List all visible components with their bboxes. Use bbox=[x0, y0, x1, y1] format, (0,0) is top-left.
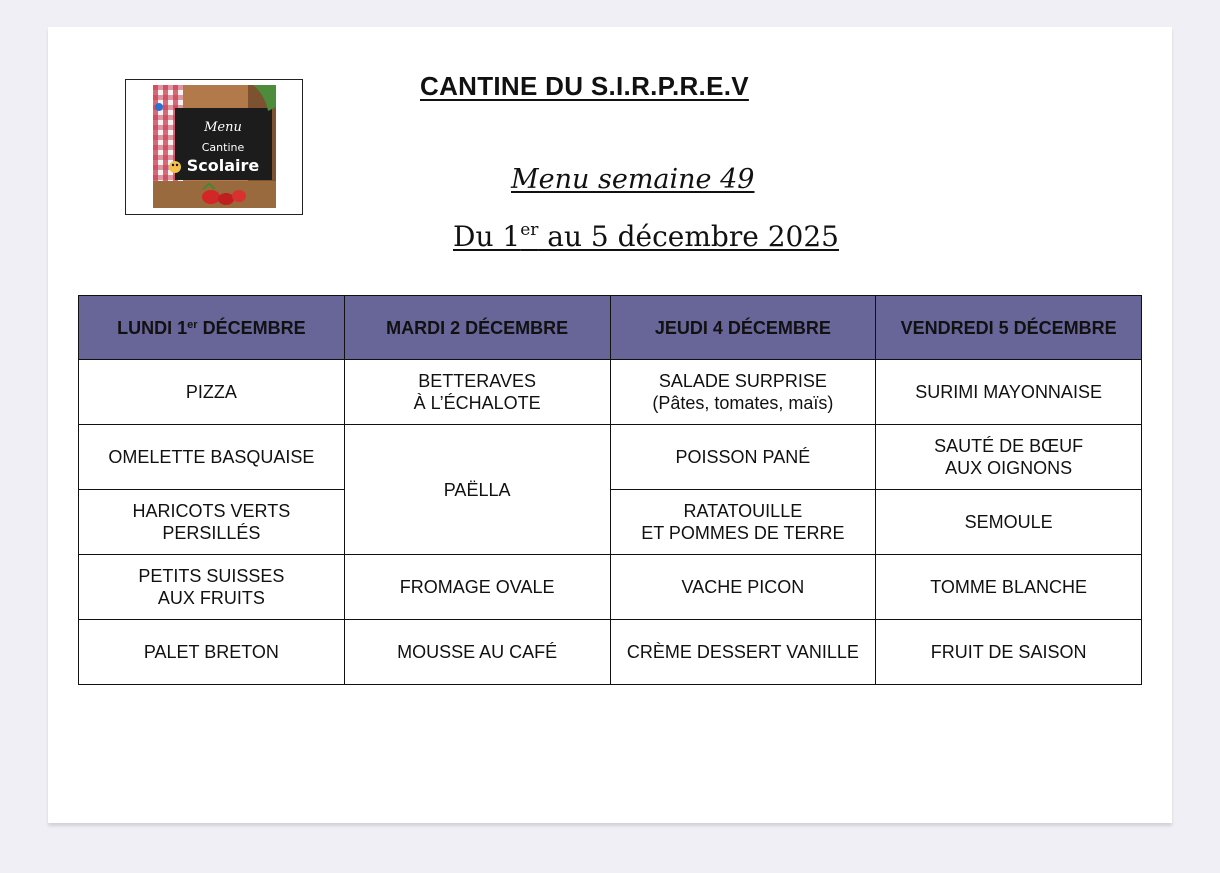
menu-cell bbox=[79, 555, 345, 620]
menu-cell bbox=[876, 490, 1142, 555]
header-tuesday: MARDI 2 DÉCEMBRE bbox=[344, 296, 610, 360]
page-title: CANTINE DU S.I.R.P.R.E.V bbox=[420, 71, 749, 101]
cell-line: À L’ÉCHALOTE bbox=[413, 393, 541, 413]
table-row bbox=[79, 555, 1142, 620]
cell-line: SAUTÉ DE BŒUF bbox=[934, 436, 1084, 456]
menu-cell bbox=[344, 360, 610, 425]
date-range-suffix: au 5 décembre 2025 bbox=[538, 220, 839, 253]
menu-cell bbox=[79, 620, 345, 685]
table-header-row bbox=[79, 296, 1142, 360]
menu-cell bbox=[876, 555, 1142, 620]
week-subtitle: Menu semaine 49 bbox=[511, 164, 755, 195]
header-monday-main: LUNDI 1 bbox=[117, 317, 188, 338]
cell-line: AUX OIGNONS bbox=[945, 458, 1073, 478]
date-range-prefix: Du 1 bbox=[453, 220, 521, 253]
cell-line: PAËLLA bbox=[443, 479, 511, 500]
header-thursday: JEUDI 4 DÉCEMBRE bbox=[610, 296, 876, 360]
document-page bbox=[48, 27, 1172, 823]
table-row bbox=[79, 490, 1142, 555]
menu-cell bbox=[610, 555, 876, 620]
cell-line: RATATOUILLE bbox=[683, 501, 803, 521]
cell-line: ET POMMES DE TERRE bbox=[641, 523, 845, 543]
cell-line: OMELETTE BASQUAISE bbox=[108, 447, 315, 467]
header-monday-rest: DÉCEMBRE bbox=[197, 317, 306, 338]
cell-line: FROMAGE OVALE bbox=[399, 577, 555, 597]
menu-cell bbox=[344, 555, 610, 620]
menu-cell bbox=[610, 620, 876, 685]
table-row bbox=[79, 620, 1142, 685]
logo-cantine-text: Cantine bbox=[201, 141, 245, 154]
menu-cell-merged bbox=[344, 425, 610, 555]
cell-line: VACHE PICON bbox=[681, 577, 805, 597]
cell-line: PALET BRETON bbox=[143, 642, 279, 662]
cell-line: AUX FRUITS bbox=[157, 588, 265, 608]
menu-cell bbox=[876, 360, 1142, 425]
weekly-menu-table bbox=[78, 295, 1142, 685]
date-range bbox=[453, 220, 839, 253]
menu-cell bbox=[610, 490, 876, 555]
logo-frame bbox=[125, 79, 303, 215]
cantine-scolaire-logo-image bbox=[153, 85, 276, 208]
menu-cell bbox=[344, 620, 610, 685]
menu-cell bbox=[610, 425, 876, 490]
logo-scolaire-text: Scolaire bbox=[186, 156, 260, 175]
cell-line: (Pâtes, tomates, maïs) bbox=[652, 393, 834, 413]
menu-cell bbox=[79, 360, 345, 425]
cell-line: MOUSSE AU CAFÉ bbox=[397, 642, 558, 662]
date-range-superscript: er bbox=[520, 220, 539, 240]
cell-line: SEMOULE bbox=[964, 512, 1053, 532]
cell-line: BETTERAVES bbox=[418, 371, 536, 391]
menu-cell bbox=[610, 360, 876, 425]
menu-cell bbox=[876, 620, 1142, 685]
cell-line: PIZZA bbox=[185, 382, 237, 402]
table-row bbox=[79, 360, 1142, 425]
cell-line: PERSILLÉS bbox=[162, 523, 261, 543]
header-monday bbox=[79, 296, 345, 360]
header-monday-sup: er bbox=[187, 318, 198, 331]
table-row bbox=[79, 425, 1142, 490]
cell-line: HARICOTS VERTS bbox=[132, 501, 291, 521]
cell-line: CRÈME DESSERT VANILLE bbox=[626, 642, 859, 662]
logo-menu-text: Menu bbox=[204, 120, 242, 135]
cell-line: FRUIT DE SAISON bbox=[930, 642, 1087, 662]
cell-line: PETITS SUISSES bbox=[138, 566, 285, 586]
cell-line: SURIMI MAYONNAISE bbox=[915, 382, 1102, 402]
header-friday: VENDREDI 5 DÉCEMBRE bbox=[876, 296, 1142, 360]
cell-line: SALADE SURPRISE bbox=[658, 371, 827, 391]
menu-cell bbox=[79, 425, 345, 490]
menu-cell bbox=[79, 490, 345, 555]
menu-cell bbox=[876, 425, 1142, 490]
cell-line: TOMME BLANCHE bbox=[930, 577, 1087, 597]
cell-line: POISSON PANÉ bbox=[675, 447, 811, 467]
